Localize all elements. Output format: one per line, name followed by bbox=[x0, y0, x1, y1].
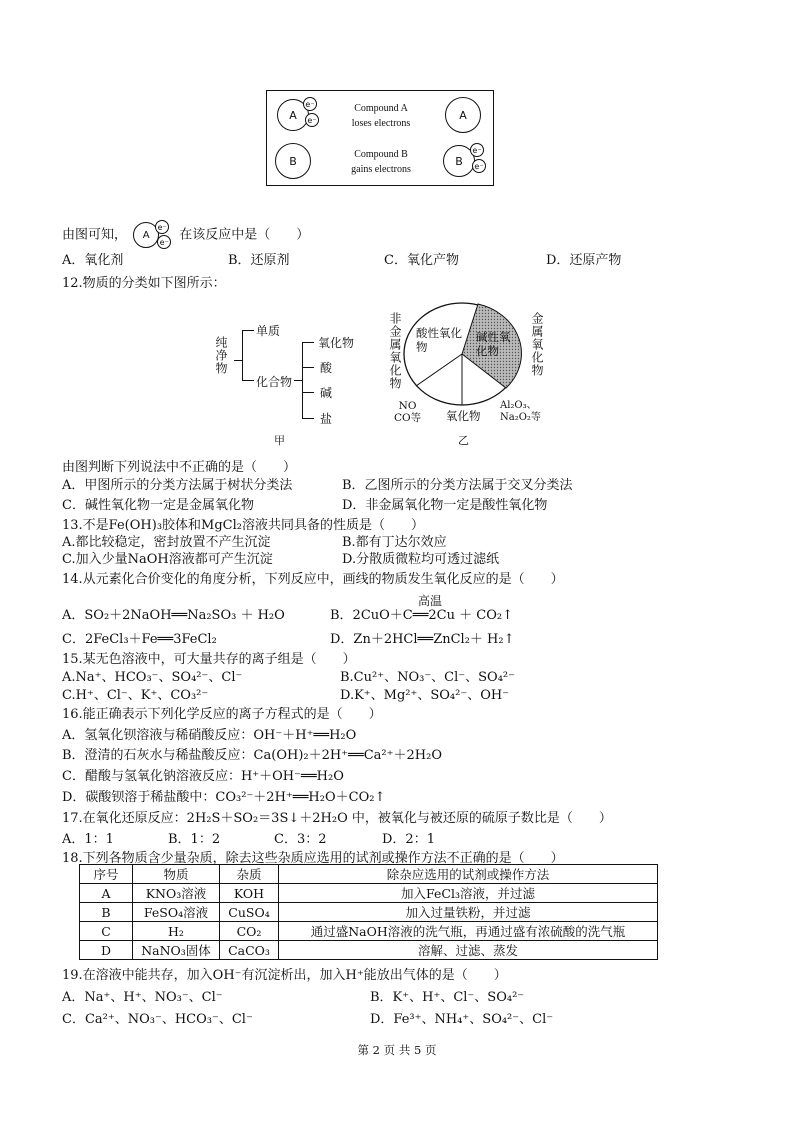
q18-table bbox=[79, 864, 658, 960]
q11-option-b[interactable]: B．还原剂 bbox=[228, 253, 290, 268]
q15-option-a[interactable]: A.Na⁺、HCO₃⁻、SO₄²⁻、Cl⁻ bbox=[62, 670, 243, 685]
tree-compound: 化合物 bbox=[256, 375, 293, 389]
table-row[interactable] bbox=[80, 941, 658, 960]
q11-option-d[interactable]: D．还原产物 bbox=[546, 253, 622, 268]
q13-option-b[interactable]: B.都有丁达尔效应 bbox=[342, 535, 447, 550]
q14-option-d[interactable]: D．Zn＋2HCl══ZnCl₂＋ H₂↑ bbox=[330, 632, 515, 647]
pie-bottom-center: 氧化物 bbox=[446, 409, 481, 423]
q14-option-b[interactable]: B．2CuO＋C══2Cu ＋ CO₂↑ bbox=[330, 608, 513, 623]
pie-base-oxide: 碱性氧化物 bbox=[476, 330, 511, 358]
electron-icon: e⁻ bbox=[303, 97, 317, 111]
q12-option-c[interactable]: C．碱性氧化物一定是金属氧化物 bbox=[62, 498, 254, 513]
q12-option-a[interactable]: A．甲图所示的分类方法属于树状分类法 bbox=[62, 478, 293, 493]
q11-stem: 由图可知， A e⁻ e⁻ 在该反应中是（ ） bbox=[62, 220, 309, 250]
atom-a-right: A bbox=[445, 97, 481, 133]
pie-caption: 乙 bbox=[458, 434, 469, 447]
table-cell: KOH bbox=[220, 884, 279, 903]
table-row[interactable] bbox=[80, 922, 658, 941]
electron-transfer-diagram bbox=[266, 90, 494, 186]
q16-stem: 16.能正确表示下列化学反应的离子方程式的是（ ） bbox=[62, 707, 382, 722]
q17-option-d[interactable]: D．2：1 bbox=[382, 832, 435, 847]
q13-option-a[interactable]: A.都比较稳定，密封放置不产生沉淀 bbox=[62, 535, 271, 550]
q15-option-c[interactable]: C.H⁺、Cl⁻、K⁺、CO₃²⁻ bbox=[62, 688, 209, 703]
q19-option-a[interactable]: A．Na⁺、H⁺、NO₃⁻、Cl⁻ bbox=[62, 990, 223, 1005]
table-header: 物质 bbox=[133, 865, 220, 884]
q12-stem: 12.物质的分类如下图所示： bbox=[62, 276, 226, 291]
q16-option-b[interactable]: B．澄清的石灰水与稀盐酸反应：Ca(OH)₂＋2H⁺══Ca²⁺＋2H₂O bbox=[62, 748, 442, 763]
table-cell: 通过盛NaOH溶液的洗气瓶，再通过盛有浓硫酸的洗气瓶 bbox=[279, 922, 658, 941]
table-header: 杂质 bbox=[220, 865, 279, 884]
table-cell: 加入FeCl₃溶液，并过滤 bbox=[279, 884, 658, 903]
q16-option-c[interactable]: C．醋酸与氢氧化钠溶液反应：H⁺＋OH⁻══H₂O bbox=[62, 769, 344, 784]
inline-atom-icon: A e⁻ e⁻ bbox=[131, 220, 175, 250]
atom-a-left: A bbox=[277, 99, 309, 131]
q16-option-a[interactable]: A．氢氧化钡溶液与稀硝酸反应：OH⁻＋H⁺══H₂O bbox=[62, 728, 357, 743]
table-cell: KNO₃溶液 bbox=[133, 884, 220, 903]
table-header: 除杂应选用的试剂或操作方法 bbox=[279, 865, 658, 884]
pie-left-label: 非金属氧化物 bbox=[388, 312, 402, 390]
classification-tree bbox=[210, 318, 370, 428]
q19-option-d[interactable]: D．Fe³⁺、NH₄⁺、SO₄²⁻、Cl⁻ bbox=[370, 1012, 554, 1027]
tree-salt: 盐 bbox=[320, 412, 333, 426]
table-cell: A bbox=[80, 884, 133, 903]
compound-a-label: Compound A loses electrons bbox=[351, 103, 411, 129]
q14-stem: 14.从元素化合价变化的角度分析，下列反应中，画线的物质发生氧化反应的是（ ） bbox=[62, 572, 564, 587]
q17-option-c[interactable]: C．3：2 bbox=[274, 832, 327, 847]
q12-option-d[interactable]: D．非金属氧化物一定是酸性氧化物 bbox=[342, 498, 548, 513]
table-row[interactable] bbox=[80, 884, 658, 903]
q17-option-a[interactable]: A．1：1 bbox=[62, 832, 114, 847]
table-cell: 溶解、过滤、蒸发 bbox=[279, 941, 658, 960]
table-cell: FeSO₄溶液 bbox=[133, 903, 220, 922]
q15-option-d[interactable]: D.K⁺、Mg²⁺、SO₄²⁻、OH⁻ bbox=[340, 688, 510, 703]
table-cell: B bbox=[80, 903, 133, 922]
q12-question: 由图判断下列说法中不正确的是（ ） bbox=[62, 460, 297, 475]
electron-icon: e⁻ bbox=[470, 143, 484, 157]
tree-acid: 酸 bbox=[320, 361, 333, 375]
q18-stem: 18.下列各物质含少量杂质，除去这些杂质应选用的试剂或操作方法不正确的是（ ） bbox=[62, 851, 564, 866]
tree-root: 纯净物 bbox=[214, 336, 228, 375]
electron-icon: e⁻ bbox=[305, 113, 319, 127]
table-cell: CuSO₄ bbox=[220, 903, 279, 922]
table-cell: D bbox=[80, 941, 133, 960]
table-cell: NaNO₃固体 bbox=[133, 941, 220, 960]
q17-option-b[interactable]: B．1：2 bbox=[168, 832, 221, 847]
atom-b-right: B bbox=[443, 145, 475, 177]
q11-option-a[interactable]: A．氧化剂 bbox=[62, 253, 124, 268]
q14-option-a[interactable]: A．SO₂＋2NaOH══Na₂SO₃ ＋ H₂O bbox=[62, 608, 285, 623]
q16-option-d[interactable]: D．碳酸钡溶于稀盐酸中：CO₃²⁻＋2H⁺══H₂O＋CO₂↑ bbox=[62, 790, 386, 805]
page-footer: 第 2 页 共 5 页 bbox=[357, 1043, 437, 1057]
table-header: 序号 bbox=[80, 865, 133, 884]
q19-stem: 19.在溶液中能共存，加入OH⁻有沉淀析出，加入H⁺能放出气体的是（ ） bbox=[62, 968, 507, 983]
tree-caption: 甲 bbox=[274, 434, 285, 447]
pie-bottom-right: Al₂O₃、 Na₂O₂等 bbox=[500, 400, 541, 423]
table-row[interactable] bbox=[80, 903, 658, 922]
table-cell: CO₂ bbox=[220, 922, 279, 941]
pie-acid-oxide: 酸性氧化物 bbox=[416, 326, 462, 354]
table-header-row bbox=[80, 865, 658, 884]
q14-condition: 高温 bbox=[418, 594, 443, 608]
compound-b-label: Compound B gains electrons bbox=[351, 149, 411, 175]
q13-option-d[interactable]: D.分散质微粒均可透过滤纸 bbox=[342, 552, 500, 567]
q14-option-c[interactable]: C．2FeCl₃＋Fe══3FeCl₂ bbox=[62, 632, 217, 647]
pie-bottom-left: NO CO等 bbox=[394, 400, 422, 424]
q11-option-c[interactable]: C．氧化产物 bbox=[384, 253, 459, 268]
pie-right-label: 金属氧化物 bbox=[530, 312, 544, 377]
table-cell: H₂ bbox=[133, 922, 220, 941]
q13-option-c[interactable]: C.加入少量NaOH溶液都可产生沉淀 bbox=[62, 552, 273, 567]
electron-icon: e⁻ bbox=[472, 159, 486, 173]
table-cell: 加入过量铁粉，并过滤 bbox=[279, 903, 658, 922]
tree-oxide: 氧化物 bbox=[318, 336, 355, 350]
cross-classification-diagram bbox=[384, 298, 564, 448]
tree-base: 碱 bbox=[320, 386, 333, 400]
q13-stem: 13.不是Fe(OH)₃胶体和MgCl₂溶液共同具备的性质是（ ） bbox=[62, 518, 424, 533]
q19-option-c[interactable]: C．Ca²⁺、NO₃⁻、HCO₃⁻、Cl⁻ bbox=[62, 1012, 253, 1027]
q12-option-b[interactable]: B．乙图所示的分类方法属于交叉分类法 bbox=[342, 478, 573, 493]
q15-option-b[interactable]: B.Cu²⁺、NO₃⁻、Cl⁻、SO₄²⁻ bbox=[340, 670, 515, 685]
q19-option-b[interactable]: B．K⁺、H⁺、Cl⁻、SO₄²⁻ bbox=[370, 990, 525, 1005]
atom-b-left: B bbox=[275, 143, 311, 179]
q15-stem: 15.某无色溶液中，可大量共存的离子组是（ ） bbox=[62, 652, 356, 667]
q17-stem: 17.在氧化还原反应：2H₂S＋SO₂＝3S↓＋2H₂O 中，被氧化与被还原的硫原子数比是（ ） bbox=[62, 811, 612, 826]
tree-simple-substance: 单质 bbox=[256, 324, 281, 338]
table-cell: C bbox=[80, 922, 133, 941]
table-cell: CaCO₃ bbox=[220, 941, 279, 960]
